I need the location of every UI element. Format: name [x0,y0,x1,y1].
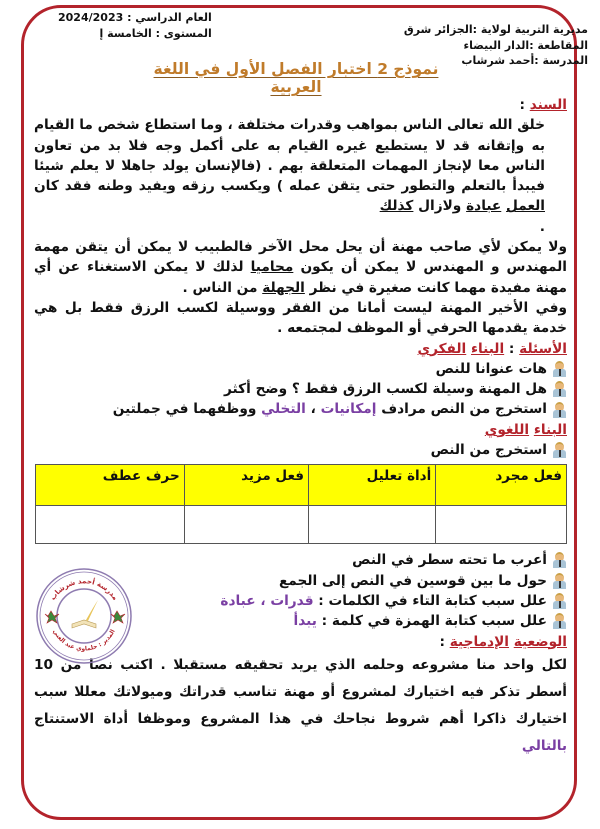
integration-text: لكل واحد منا مشروعه وحلمه الذي يريد تحقيقه مستقبلا . اكتب نصا من 10 أسطر تذكر فيه اختيارك لمشروع أو مهنة تناسب قدراتك وميولاتك معللا سبب اختيارك ذاكرا أهم شروط نجاحك في هذا المشروع وموظفا أداة الاستنتاج بالتالي [34,656,567,754]
question-2: هل المهنة وسيلة لكسب الرزق فقط ؟ وضح أكثر [34,379,567,399]
school-stamp [34,566,134,666]
answer-cell[interactable] [308,506,435,544]
underlined-word: الجهلة [262,279,305,296]
underlined-word: محاميا [250,259,294,276]
answer-cell[interactable] [436,506,567,544]
underlined-word: العمل [506,198,545,215]
integration-heading: الوضعية الإدماجية : [439,633,567,650]
question-1: هات عنوانا للنص [34,359,567,379]
table-header-row [36,465,567,506]
sanad-paragraph-3: وفي الأخير المهنة ليست أمانا من الفقر ووسيلة لكسب الرزق فقط بل هي خدمة يقدمها الحرفي أو الموظف لمجتمعه . [34,299,567,337]
header-year-info [58,10,212,41]
question-7: علل سبب كتابة التاء في الكلمات : قدرات ، عبادة [34,591,567,611]
answer-cell[interactable] [184,506,308,544]
table-header-cell: حرف عطف [36,465,185,506]
table-header-cell: فعل مجرد [436,465,567,506]
student-icon [552,442,567,458]
svg-text:مدرسة أحمد شرشاب: مدرسة أحمد شرشاب [48,577,120,602]
student-icon [552,552,567,568]
table-header-cell: أداة تعليل [308,465,435,506]
table-answer-row [36,506,567,544]
question-3: استخرج من النص مرادف إمكانيات ، التخلي ووظفهما في جملتين [34,399,567,419]
student-icon [552,593,567,609]
underlined-word: عبادة [466,198,502,215]
level-line: المستوى : الخامسة إ [99,26,212,40]
student-icon [552,361,567,377]
district-line: المقاطعة :الدار البيضاء [463,38,588,52]
student-icon [552,573,567,589]
extraction-table [35,464,567,544]
underlined-word: كذلك [379,198,414,215]
question-4: استخرج من النص [34,440,567,460]
question-5: أعرب ما تحته سطر في النص [34,550,567,570]
question-8: علل سبب كتابة الهمزة في كلمة : يبدأ [34,611,567,631]
student-icon [552,613,567,629]
sanad-paragraph-1: خلق الله تعالى الناس بمواهب وقدرات مختلفة ، وما استطاع شخص ما القيام به وإتقانه قد لا يستطيع غيره القيام به على أكمل وجه فلا بد من تعاون الناس معا لإنجاز المهمات المتعلقة بهم . (فالإنسان يولد جاهلا لا يعلم شيئا فيبدأ بالتعلم والتطور حتى يتقن عمله ) ويكسب رزقه ويفيد وطنه فقد كان العمل عبادة ولازال كذلك . [33,117,545,235]
directorate-line: مديرية التربية لولاية :الجزائر شرق [403,23,588,36]
school-year: العام الدراسي : 2024/2023 [58,11,212,24]
student-icon [552,402,567,418]
student-icon [552,381,567,397]
linguistic-heading: البناء اللغوي [484,421,567,438]
school-line: المدرسة :أحمد شرشاب [461,54,588,67]
answer-cell[interactable] [36,506,185,544]
question-6: حول ما بين قوسين في النص إلى الجمع [34,571,567,591]
sanad-heading: السند : [519,97,567,113]
exam-title: نموذج 2 اختبار الفصل الأول في اللغة العربية [153,60,439,96]
svg-text:المدير : حلماوي عبد الغني: المدير : حلماوي عبد الغني [51,628,117,653]
school-year-value: 2024/2023 [58,11,124,24]
table-header-cell: فعل مزيد [184,465,308,506]
questions-heading: الأسئلة : البناء الفكري [417,340,567,357]
sanad-paragraph-2: ولا يمكن لأي صاحب مهنة أن يحل محل الآخر فالطبيب لا يمكن أن يتقن مهمة المهندس و المهندس لا يمكن أن يكون محاميا لذلك لا يمكن الاستغناء عن أي مهنة مفيدة مهما كانت صغيرة في نظر الجهلة من الناس . [34,239,567,296]
